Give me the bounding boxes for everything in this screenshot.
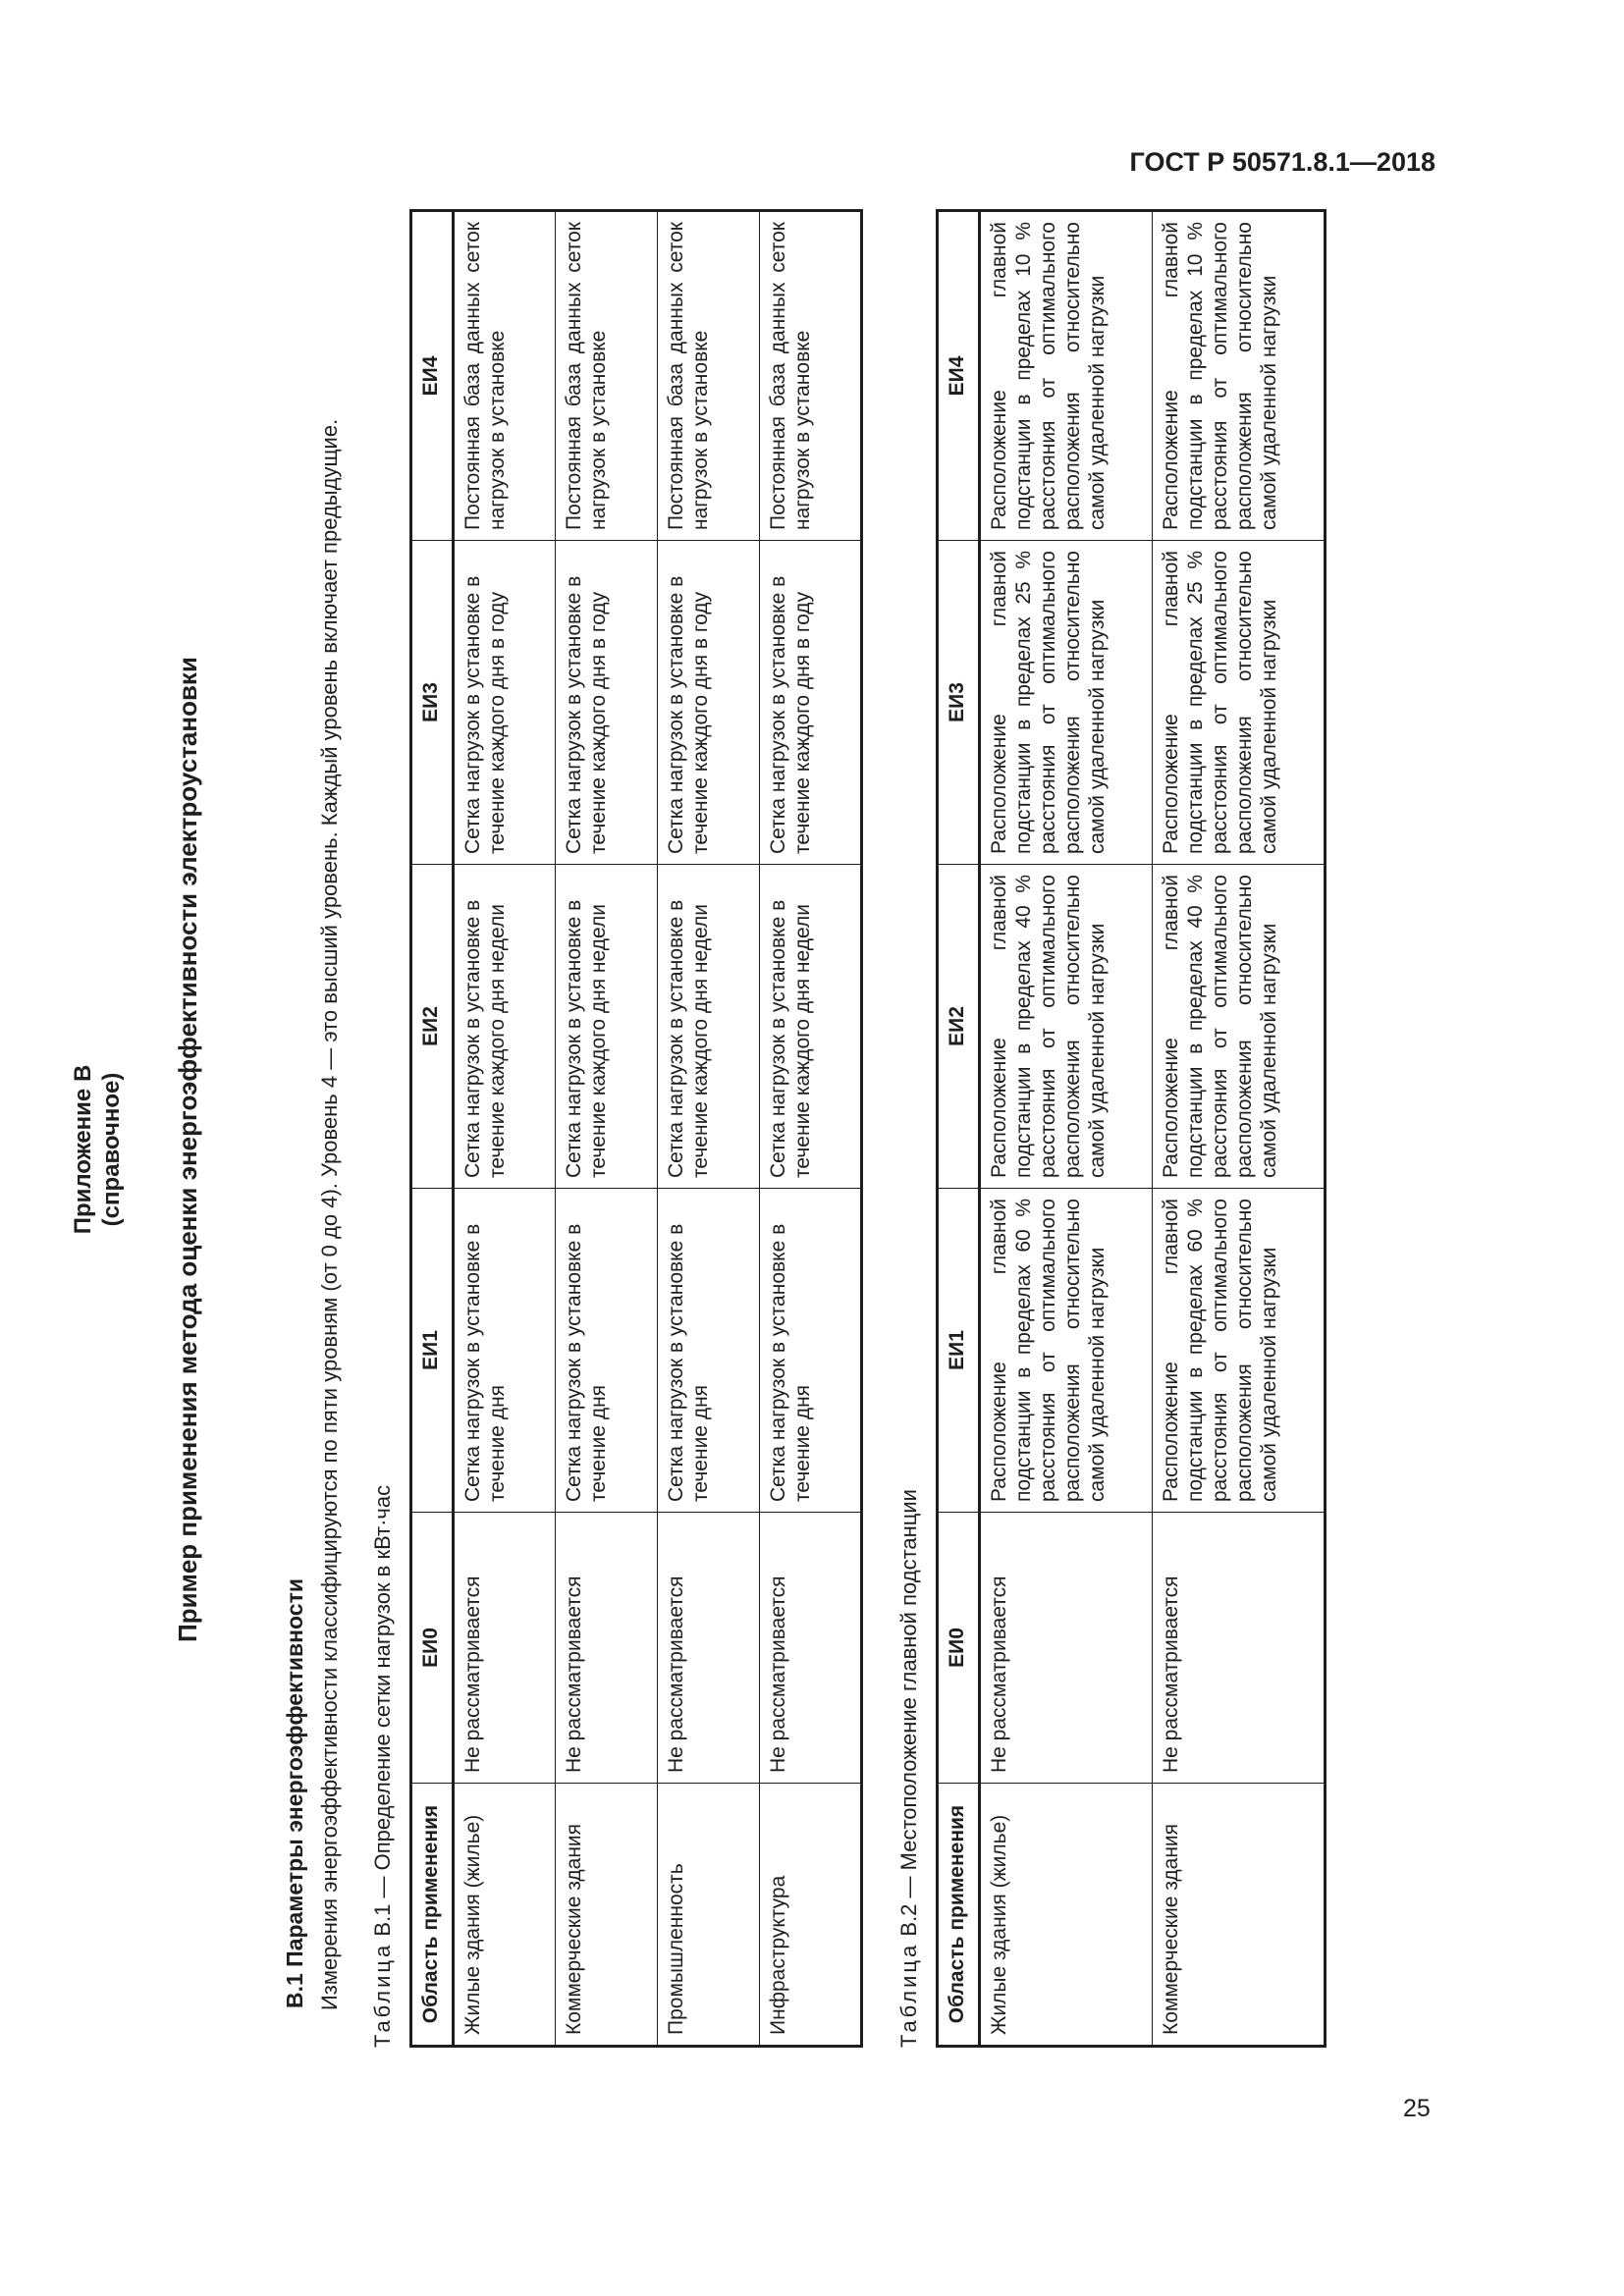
table1-caption-label: Таблица bbox=[370, 1942, 395, 2048]
table-cell: Постоянная база данных сеток нагрузок в установке bbox=[454, 211, 556, 541]
table-row bbox=[980, 211, 1153, 2047]
table-row bbox=[658, 211, 760, 2047]
column-header: ЕИ3 bbox=[411, 541, 454, 865]
table-cell: Жилые здания (жилье) bbox=[454, 1784, 556, 2047]
table-header-row bbox=[938, 211, 980, 2047]
table-cell: Расположение главной подстанции в пределах 40 % расстояния от оптимального расположения относительно самой удаленной нагрузки bbox=[1153, 865, 1326, 1189]
table-cell: Не рассматривается bbox=[760, 1513, 862, 1784]
column-header: Область применения bbox=[938, 1784, 980, 2047]
table-cell: Расположение главной подстанции в пределах 60 % расстояния от оптимального расположения относительно самой удаленной нагрузки bbox=[980, 1189, 1153, 1513]
table1-caption-text: В.1 — Определение сетки нагрузок в кВт·час bbox=[370, 1484, 395, 1937]
table-cell: Не рассматривается bbox=[556, 1513, 658, 1784]
column-header: ЕИ3 bbox=[938, 541, 980, 865]
table-cell: Не рассматривается bbox=[454, 1513, 556, 1784]
table-cell: Сетка нагрузок в установке в течение дня bbox=[556, 1189, 658, 1513]
table-cell: Сетка нагрузок в установке в течение каждого дня в году bbox=[454, 541, 556, 865]
table-cell: Расположение главной подстанции в пределах 40 % расстояния от оптимального расположения относительно самой удаленной нагрузки bbox=[980, 865, 1153, 1189]
table-cell: Не рассматривается bbox=[1153, 1513, 1326, 1784]
column-header: ЕИ2 bbox=[411, 865, 454, 1189]
table-cell: Сетка нагрузок в установке в течение дня bbox=[760, 1189, 862, 1513]
table-cell: Сетка нагрузок в установке в течение каждого дня в году bbox=[556, 541, 658, 865]
column-header: ЕИ4 bbox=[411, 211, 454, 541]
section-heading: В.1 Параметры энергоэффективности bbox=[282, 1578, 307, 2008]
column-header: ЕИ0 bbox=[411, 1513, 454, 1784]
table-cell: Постоянная база данных сеток нагрузок в установке bbox=[556, 211, 658, 541]
table-cell: Сетка нагрузок в установке в течение каждого дня в году bbox=[658, 541, 760, 865]
table-cell: Сетка нагрузок в установке в течение каждого дня недели bbox=[454, 865, 556, 1189]
appendix-heading bbox=[69, 212, 126, 2087]
table2-caption-text: В.2 — Местоположение главной подстанции bbox=[896, 1489, 921, 1937]
table-cell: Жилые здания (жилье) bbox=[980, 1784, 1153, 2047]
page-number: 25 bbox=[1403, 2095, 1431, 2122]
column-header: ЕИ0 bbox=[938, 1513, 980, 1784]
table-cell: Промышленность bbox=[658, 1784, 760, 2047]
table-cell: Сетка нагрузок в установке в течение каждого дня в году bbox=[760, 541, 862, 865]
table-row bbox=[454, 211, 556, 2047]
table2-caption bbox=[896, 212, 922, 2048]
table-cell: Постоянная база данных сеток нагрузок в установке bbox=[760, 211, 862, 541]
rotated-page-content bbox=[45, 212, 1384, 2087]
table-header-row bbox=[411, 211, 454, 2047]
table-cell: Сетка нагрузок в установке в течение каждого дня недели bbox=[658, 865, 760, 1189]
table-cell: Не рассматривается bbox=[658, 1513, 760, 1784]
table-cell: Коммерческие здания bbox=[556, 1784, 658, 2047]
column-header: ЕИ1 bbox=[938, 1189, 980, 1513]
column-header: ЕИ4 bbox=[938, 211, 980, 541]
table-row bbox=[556, 211, 658, 2047]
table-cell: Расположение главной подстанции в пределах 25 % расстояния от оптимального расположения относительно самой удаленной нагрузки bbox=[980, 541, 1153, 865]
table-cell: Инфраструктура bbox=[760, 1784, 862, 2047]
table-cell: Расположение главной подстанции в пределах 10 % расстояния от оптимального расположения относительно самой удаленной нагрузки bbox=[1153, 211, 1326, 541]
table-cell: Сетка нагрузок в установке в течение дня bbox=[658, 1189, 760, 1513]
table-cell: Расположение главной подстанции в пределах 10 % расстояния от оптимального расположения относительно самой удаленной нагрузки bbox=[980, 211, 1153, 541]
table-cell: Сетка нагрузок в установке в течение дня bbox=[454, 1189, 556, 1513]
table-cell: Коммерческие здания bbox=[1153, 1784, 1326, 2047]
appendix-subtitle: (справочное) bbox=[98, 1072, 125, 1227]
table-row bbox=[760, 211, 862, 2047]
appendix-title: Приложение В bbox=[70, 1064, 96, 1235]
table-cell: Постоянная база данных сеток нагрузок в установке bbox=[658, 211, 760, 541]
column-header: Область применения bbox=[411, 1784, 454, 2047]
page-title: Пример применения метода оценки энергоэффективности электроустановки bbox=[173, 657, 202, 1642]
table1-caption bbox=[370, 212, 396, 2048]
table2-caption-label: Таблица bbox=[896, 1942, 921, 2048]
table-cell: Расположение главной подстанции в пределах 60 % расстояния от оптимального расположения относительно самой удаленной нагрузки bbox=[1153, 1189, 1326, 1513]
column-header: ЕИ1 bbox=[411, 1189, 454, 1513]
table-row bbox=[1153, 211, 1326, 2047]
document-standard-number: ГОСТ Р 50571.8.1—2018 bbox=[1129, 147, 1435, 177]
table-cell: Расположение главной подстанции в пределах 25 % расстояния от оптимального расположения относительно самой удаленной нагрузки bbox=[1153, 541, 1326, 865]
table-cell: Не рассматривается bbox=[980, 1513, 1153, 1784]
table-cell: Сетка нагрузок в установке в течение каждого дня недели bbox=[556, 865, 658, 1189]
table-load-grid bbox=[409, 209, 863, 2048]
column-header: ЕИ2 bbox=[938, 865, 980, 1189]
table-cell: Сетка нагрузок в установке в течение каждого дня недели bbox=[760, 865, 862, 1189]
table-substation-location bbox=[936, 209, 1326, 2048]
section-paragraph: Измерения энергоэффективности классифицируются по пяти уровням (от 0 до 4). Уровень 4 — это высший уровень. Каждый уровень включает предыдущие. bbox=[317, 418, 342, 2010]
